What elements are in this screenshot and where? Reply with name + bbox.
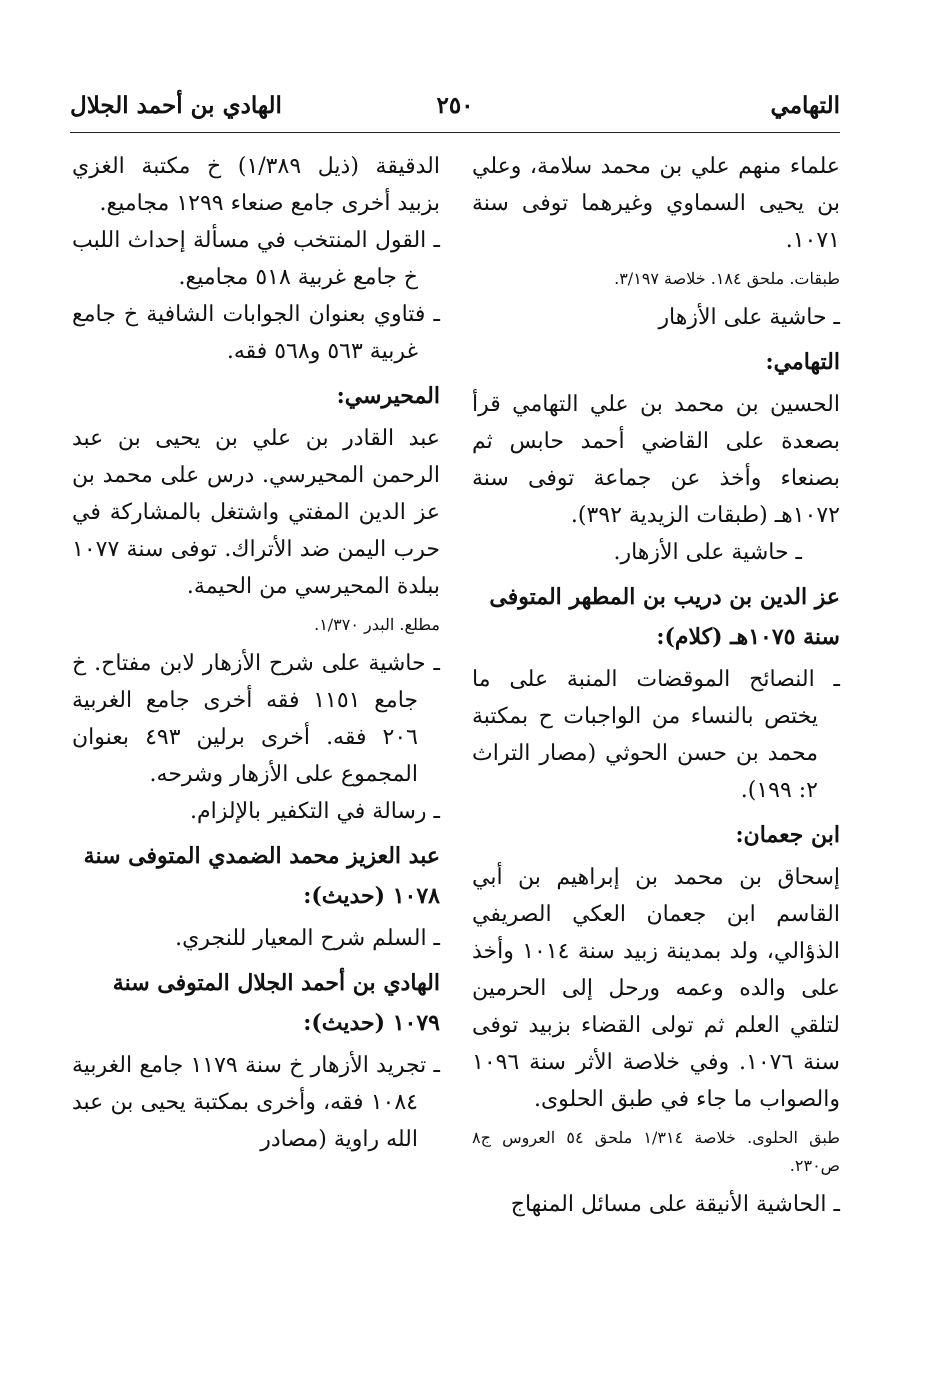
paragraph: علماء منهم علي بن محمد سلامة، وعلي بن يحيى السماوي وغيرهما توفى سنة ١٠٧١. — [472, 154, 840, 253]
list-item: ـ فتاوي بعنوان الجوابات الشافية خ جامع غربية ٥٦٣ و٥٦٨ فقه. — [72, 302, 440, 364]
right-column — [472, 148, 840, 1223]
left-column — [72, 148, 440, 1158]
paragraph: عبد القادر بن علي بن يحيى بن عبد الرحمن المحيرسي. درس على محمد بن عز الدين المفتي واشتغل بالمشاركة في حرب اليمن ضد الأتراك. توفى سنة ١٠٧٧ ببلدة المحيرسي من الحيمة. — [72, 426, 440, 599]
running-header — [70, 92, 840, 132]
entry-heading: ابن جعمان: — [735, 822, 840, 848]
list-item: ـ رسالة في التكفير بالإلزام. — [190, 799, 440, 824]
entry-heading: الهادي بن أحمد الجلال المتوفى سنة ١٠٧٩ (حديث): — [112, 970, 440, 1036]
paragraph: إسحاق بن محمد بن إبراهيم بن أبي القاسم ابن جعمان العكي الصريفي الذؤالي، ولد بمدينة زبيد سنة ١٠١٤ وأخذ على والده وعمه ورحل إلى الحرمين لتلقي العلم ثم تولى القضاء بزبيد توفى سنة ١٠٧٦. وفي خلاصة الأثر سنة ١٠٩٦ والصواب ما جاء في طبق الحلوى. — [472, 865, 840, 1112]
paragraph: الدقيقة (ذيل ١/٣٨٩) خ مكتبة الغزي بزبيد أخرى جامع صنعاء ١٢٩٩ مجاميع. — [72, 154, 440, 216]
list-item: ـ حاشية على الأزهار. — [613, 540, 802, 565]
list-item: ـ حاشية على الأزهار — [658, 305, 840, 330]
source-note: طبق الحلوى. خلاصة ١/٣١٤ ملحق ٥٤ العروس ج٨ ص٢٣٠. — [472, 1128, 840, 1175]
source-note: مطلع. البدر ١/٣٧٠. — [314, 615, 440, 634]
list-item: ـ الحاشية الأنيقة على مسائل المنهاج — [510, 1192, 840, 1217]
header-rule — [70, 132, 840, 133]
paragraph: الحسين بن محمد بن علي التهامي قرأ بصعدة على القاضي أحمد حابس ثم بصنعاء وأخذ عن جماعة توفى سنة ١٠٧٢هـ (طبقات الزيدية ٣٩٢). — [472, 392, 840, 528]
list-item: ـ النصائح الموقضات المنبة على ما يختص بالنساء من الواجبات ح بمكتبة محمد بن حسن الحوثي (مصار التراث ٢: ١٩٩). — [472, 667, 840, 803]
list-item: ـ حاشية على شرح الأزهار لابن مفتاح. خ جامع ١١٥١ فقه أخرى جامع الغربية ٢٠٦ فقه. أخرى برلين ٤٩٣ بعنوان المجموع على الأزهار وشرحه. — [72, 651, 440, 787]
entry-heading: المحيرسي: — [336, 383, 440, 409]
list-item: ـ القول المنتخب في مسألة إحداث اللبب خ جامع غربية ٥١٨ مجاميع. — [72, 228, 440, 290]
source-note: طبقات. ملحق ١٨٤. خلاصة ٣/١٩٧. — [614, 269, 840, 288]
header-right-title: التهامي — [770, 92, 840, 119]
entry-heading: عبد العزيز محمد الضمدي المتوفى سنة ١٠٧٨ (حديث): — [83, 843, 440, 909]
list-item: ـ تجريد الأزهار خ سنة ١١٧٩ جامع الغربية ١٠٨٤ فقه، وأخرى بمكتبة يحيى بن عبد الله راوية (مصادر — [72, 1053, 441, 1152]
list-item: ـ السلم شرح المعيار للنجري. — [175, 926, 440, 951]
header-left-title: الهادي بن أحمد الجلال — [70, 92, 282, 119]
page-number: ٢٥٠ — [436, 92, 474, 119]
entry-heading: التهامي: — [765, 349, 840, 375]
entry-heading: عز الدين بن دريب بن المطهر المتوفى سنة ١٠٧٥هـ (كلام): — [489, 584, 840, 650]
